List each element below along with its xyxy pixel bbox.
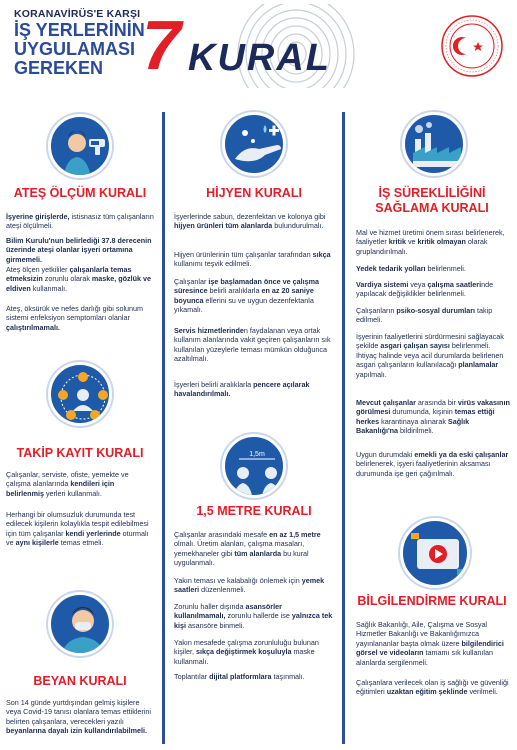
rule-title-hijyen: HİJYEN KURALI [206,186,302,200]
hijyen-paragraph-4: Servis hizmetlerinden faydalanan veya ortak kullanım alanlarında vakit geçiren çalışanların sık kullanılan yüzeylerle teması mümkün olduğunca azaltılmalı. [174,326,331,364]
column-left [4,100,156,750]
ates-paragraph-1: İşyerine girişlerde, istisnasız tüm çalışanların ateşi ölçülmeli. [6,212,154,231]
rule-title-takip: TAKİP KAYIT KURALI [16,446,144,460]
hijyen-paragraph-5: İşyerleri belirli aralıklarla pencere açılarak havalandırılmalı. [174,380,310,399]
bilgi-paragraph-2: Çalışanlara verilecek olan iş sağlığı ve güvenliği eğitimleri uzaktan eğitim şeklinde verilmeli. [356,678,509,697]
ates-paragraph-3: Ateş ölçen yetkililer çalışanlarla temas etmeksizin zorunlu olarak maske, gözlük ve eldiven kullanmalı. [6,265,152,293]
bilgi-paragraph-1: Sağlık Bakanlığı, Aile, Çalışma ve Sosyal Hizmetler Bakanlığı ve Bakanlığımızca yayınlananlar başta olmak üzere bilgilendirici görsel ve videoların tamamı sık kullanılan alanlarda sergilenmeli. [356,620,504,667]
rule-title-mesafe: 1,5 METRE KURALI [196,504,312,518]
rule-title-sureklilik-1: İŞ SÜREKLİLİĞİNİ [378,186,486,200]
mesafe-paragraph-5: Toplantılar dijital platformlara taşınmalı. [174,672,305,681]
big-kural-word: KURAL [188,37,331,79]
rule-title-ates: ATEŞ ÖLÇÜM KURALI [13,186,147,200]
distance-label: 1,5m [249,451,265,458]
sureklilik-paragraph-5: İşyerinin faaliyetlerini sürdürmesini sağlayacak şekilde asgari çalışan sayısı belirlenmeli. İhtiyaç halinde veya acil durumlarda belirlenen asgari çalışanların kullanılacağı planlamalar yapılmalı. [356,332,504,379]
factory-icon [402,112,466,176]
hijyen-paragraph-1: İşyerlerinde sabun, dezenfektan ve kolonya gibi hijyen ürünleri tüm alanlarda bulundurulmalı. [174,212,326,231]
sureklilik-paragraph-2: Yedek tedarik yolları belirlenmeli. [356,264,466,273]
mesafe-paragraph-4: Yakın mesafede çalışma zorunluluğu bulunan kişiler, sıkça değiştirmek koşuluyla maske kullanmalı. [174,638,319,666]
column-divider [342,112,345,744]
big-seven: 7 [142,6,181,84]
header [0,0,517,92]
rule-title-bilgi: BİLGİLENDİRME KURALI [357,594,507,608]
hijyen-paragraph-3: Çalışanlar işe başlamadan önce ve çalışma süresince belirli aralıklarla en az 20 saniye boyunca ellerini su ve uygun dezenfektanla yıkamalı. [174,277,320,315]
mesafe-paragraph-2: Yakın teması ve kalabalığı önlemek için yemek saatleri düzenlenmeli. [174,576,325,595]
people-network-icon [48,362,112,426]
column-divider [162,112,165,744]
takip-paragraph-1: Çalışanlar, serviste, ofiste, yemekte ve çalışma alanlarında kendileri için belirlenmiş yerleri kullanmalı. [6,470,129,498]
beyan-paragraph-1: Son 14 günde yurtdışından gelmiş kişilere veya Covid-19 tanısı olanlara temas ettiklerini belirten çalışanlara, verecekleri yazılı beyanlarına dayalı izin kullandırılabilmeli. [6,698,152,736]
header-title-line-2: UYGULAMASI [14,39,135,59]
hijyen-paragraph-2: Hijyen ürünlerinin tüm çalışanlar tarafından sıkça kullanımı teşvik edilmeli. [174,250,331,269]
ates-paragraph-4: Ateş, öksürük ve nefes darlığı gibi solunum sistemi enfeksiyon semptomları olanlar çalıştırılmamalı. [6,304,144,332]
media-play-icon [400,518,470,588]
sureklilik-paragraph-6: Mevcut çalışanlar arasında bir virüs vakasının görülmesi durumunda, kişinin temas ettiği herkes karantinaya alınarak Sağlık Bakanlığı'na bildirilmeli. [356,398,510,436]
masked-person-icon [48,592,112,656]
thermometer-person-icon [48,114,112,178]
mesafe-paragraph-1: Çalışanlar arasındaki mesafe en az 1,5 metre olmalı. Üretim alanları, çalışma masaları, yemekhaneler gibi tüm alanlarda bu kural uygulanmalı. [174,530,321,568]
sureklilik-paragraph-1: Mal ve hizmet üretimi önem sırası belirlenerek, faaliyetler kritik ve kritik olmayan olarak gruplandırılmalı. [356,228,505,256]
takip-paragraph-2: Herhangi bir olumsuzluk durumunda test edilecek kişilerin kolaylıkla tespit edilebilmesi için tüm çalışanlar kendi yerlerinde oturmalı ve aynı kişilerle temas etmeli. [6,510,149,548]
ates-paragraph-2: Bilim Kurulu'nun belirlediği 37.8 derecenin üzerinde ateşi olanlar işyeri ortamına girmemeli. [6,236,152,264]
mesafe-paragraph-3: Zorunlu haller dışında asansörler kullanılmamalı, zorunlu hallerde ise yalnızca tek kişi asansöre binmeli. [174,602,333,630]
rule-title-sureklilik-2: SAĞLAMA KURALI [375,201,489,215]
column-right [352,100,512,750]
header-kicker: KORANAVİRÜS'E KARŞI [14,8,141,20]
column-middle [172,100,336,750]
ministry-seal-icon [440,14,504,78]
header-title-line-1: İŞ YERLERİNİN [14,20,145,40]
header-title-line-3: GEREKEN [14,58,104,78]
rule-title-beyan: BEYAN KURALI [33,674,127,688]
distance-icon [222,434,286,498]
sureklilik-paragraph-3: Vardiya sistemi veya çalışma saatlerinde yapılacak değişiklikler belirlenmeli. [356,280,494,299]
hand-wash-icon [222,112,286,176]
sureklilik-paragraph-4: Çalışanların psiko-sosyal durumları takip edilmeli. [356,306,493,325]
sureklilik-paragraph-7: Uygun durumdaki emekli ya da eski çalışanlar belirlenerek, işyeri faaliyetlerinin aksaması durumunda işe geri çağırılmalı. [356,450,509,478]
